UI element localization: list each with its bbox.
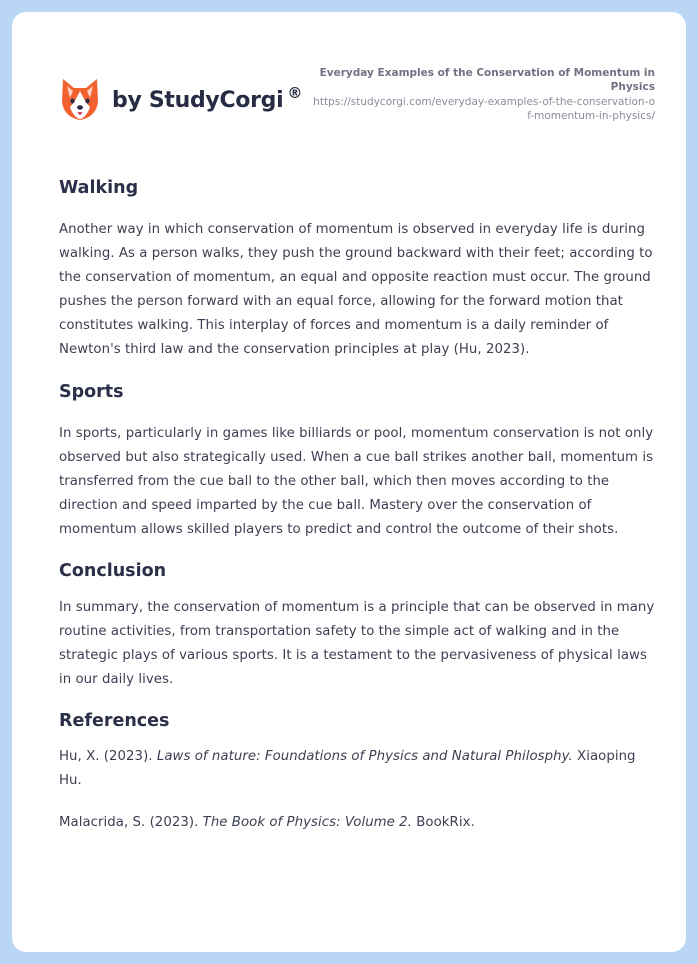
corgi-logo-icon (60, 76, 100, 122)
references-heading: References (59, 711, 170, 731)
brand-name: by StudyCorgi ® (112, 83, 303, 113)
conclusion-paragraph: In summary, the conservation of momentum is a principle that can be observed in many routine activities, from transportation safety to the simple act of walking and in the strategic plays of various sports. It is a testament to the pervasiveness of physical laws in our daily lives. (59, 600, 655, 687)
reference-item-2: Malacrida, S. (2023). The Book of Physics: Volume 2. BookRix. (59, 815, 475, 830)
article-content (59, 176, 659, 835)
conclusion-heading: Conclusion (59, 561, 167, 581)
document-page (12, 12, 686, 952)
studycorgi-logo[interactable] (60, 76, 302, 122)
sports-paragraph: In sports, particularly in games like billiards or pool, momentum conservation is not only observed but also strategically used. When a cue ball strikes another ball, momentum is transferred from the cue ball to the other ball, which then moves according to the direction and speed imparted by the cue ball. Mastery over the conservation of momentum allows skilled players to predict and control the outcome of their shots. (59, 426, 654, 537)
registered-mark: ® (287, 83, 303, 102)
source-url[interactable]: https://studycorgi.com/everyday-examples-of-the-conservation-of-momentum-in-physics/ (313, 96, 655, 122)
sports-heading: Sports (59, 382, 124, 402)
reference-item-1: Hu, X. (2023). Laws of nature: Foundations of Physics and Natural Philosphy. Xiaoping Hu. (59, 749, 636, 788)
walking-paragraph: Another way in which conservation of momentum is observed in everyday life is during walking. As a person walks, they push the ground backward with their feet; according to the conservation of momentum, an equal and opposite reaction must occur. The ground pushes the person forward with an equal force, allowing for the forward motion that constitutes walking. This interplay of forces and momentum is a daily reminder of Newton's third law and the conservation principles at play (Hu, 2023). (59, 222, 653, 357)
source-title: Everyday Examples of the Conservation of Momentum in Physics (319, 67, 655, 93)
source-info (310, 66, 655, 123)
walking-heading: Walking (59, 178, 139, 198)
